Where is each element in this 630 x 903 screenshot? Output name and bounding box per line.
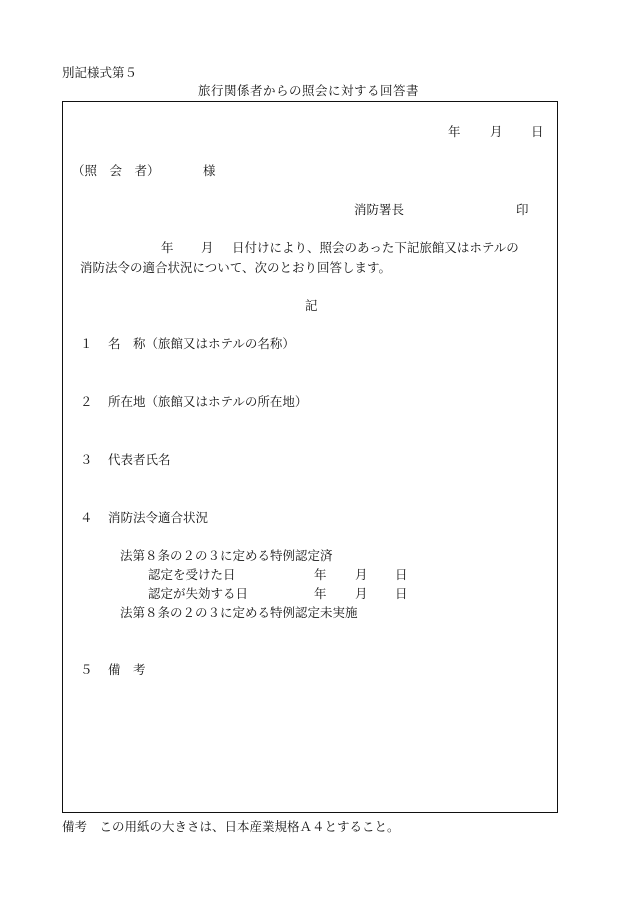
body-line2: 消防法令の適合状況について、次のとおり回答します。 xyxy=(80,260,392,275)
body-month: 月 xyxy=(201,240,214,255)
expiry-year: 年 xyxy=(314,586,327,601)
expiry-day: 日 xyxy=(395,586,408,601)
not-certified-status: 法第８条の２の３に定める特例認定未実施 xyxy=(120,605,358,620)
item-1-number: １ xyxy=(80,336,93,351)
footer-note: 備考 この用紙の大きさは、日本産業規格Ａ４とすること。 xyxy=(62,819,400,834)
inquirer-label: （照 会 者） xyxy=(72,163,160,178)
sender-title: 消防署長 xyxy=(354,202,405,217)
item-2-number: ２ xyxy=(80,394,93,409)
received-day: 日 xyxy=(395,567,408,582)
date-year: 年 xyxy=(448,124,461,139)
inquirer-honorific: 様 xyxy=(203,163,216,178)
form-label: 別記様式第５ xyxy=(62,65,138,80)
certified-status: 法第８条の２の３に定める特例認定済 xyxy=(120,548,333,563)
body-line1: 日付けにより、照会のあった下記旅館又はホテルの xyxy=(232,240,519,255)
item-5-number: ５ xyxy=(80,662,93,677)
item-5-label: 備 考 xyxy=(108,662,146,677)
received-month: 月 xyxy=(355,567,368,582)
received-date-label: 認定を受けた日 xyxy=(148,567,236,582)
document-title: 旅行関係者からの照会に対する回答書 xyxy=(198,83,420,98)
item-3-label: 代表者氏名 xyxy=(108,452,171,467)
date-day: 日 xyxy=(531,124,544,139)
date-month: 月 xyxy=(490,124,503,139)
expiry-month: 月 xyxy=(355,586,368,601)
item-2-label: 所在地（旅館又はホテルの所在地） xyxy=(108,394,308,409)
body-year: 年 xyxy=(161,240,174,255)
item-3-number: ３ xyxy=(80,452,93,467)
expiry-date-label: 認定が失効する日 xyxy=(148,586,249,601)
item-1-label: 名 称（旅館又はホテルの名称） xyxy=(108,336,295,351)
seal-mark: 印 xyxy=(516,202,529,217)
item-4-label: 消防法令適合状況 xyxy=(108,510,209,525)
ki-heading: 記 xyxy=(305,298,318,313)
received-year: 年 xyxy=(314,567,327,582)
item-4-number: ４ xyxy=(80,510,93,525)
